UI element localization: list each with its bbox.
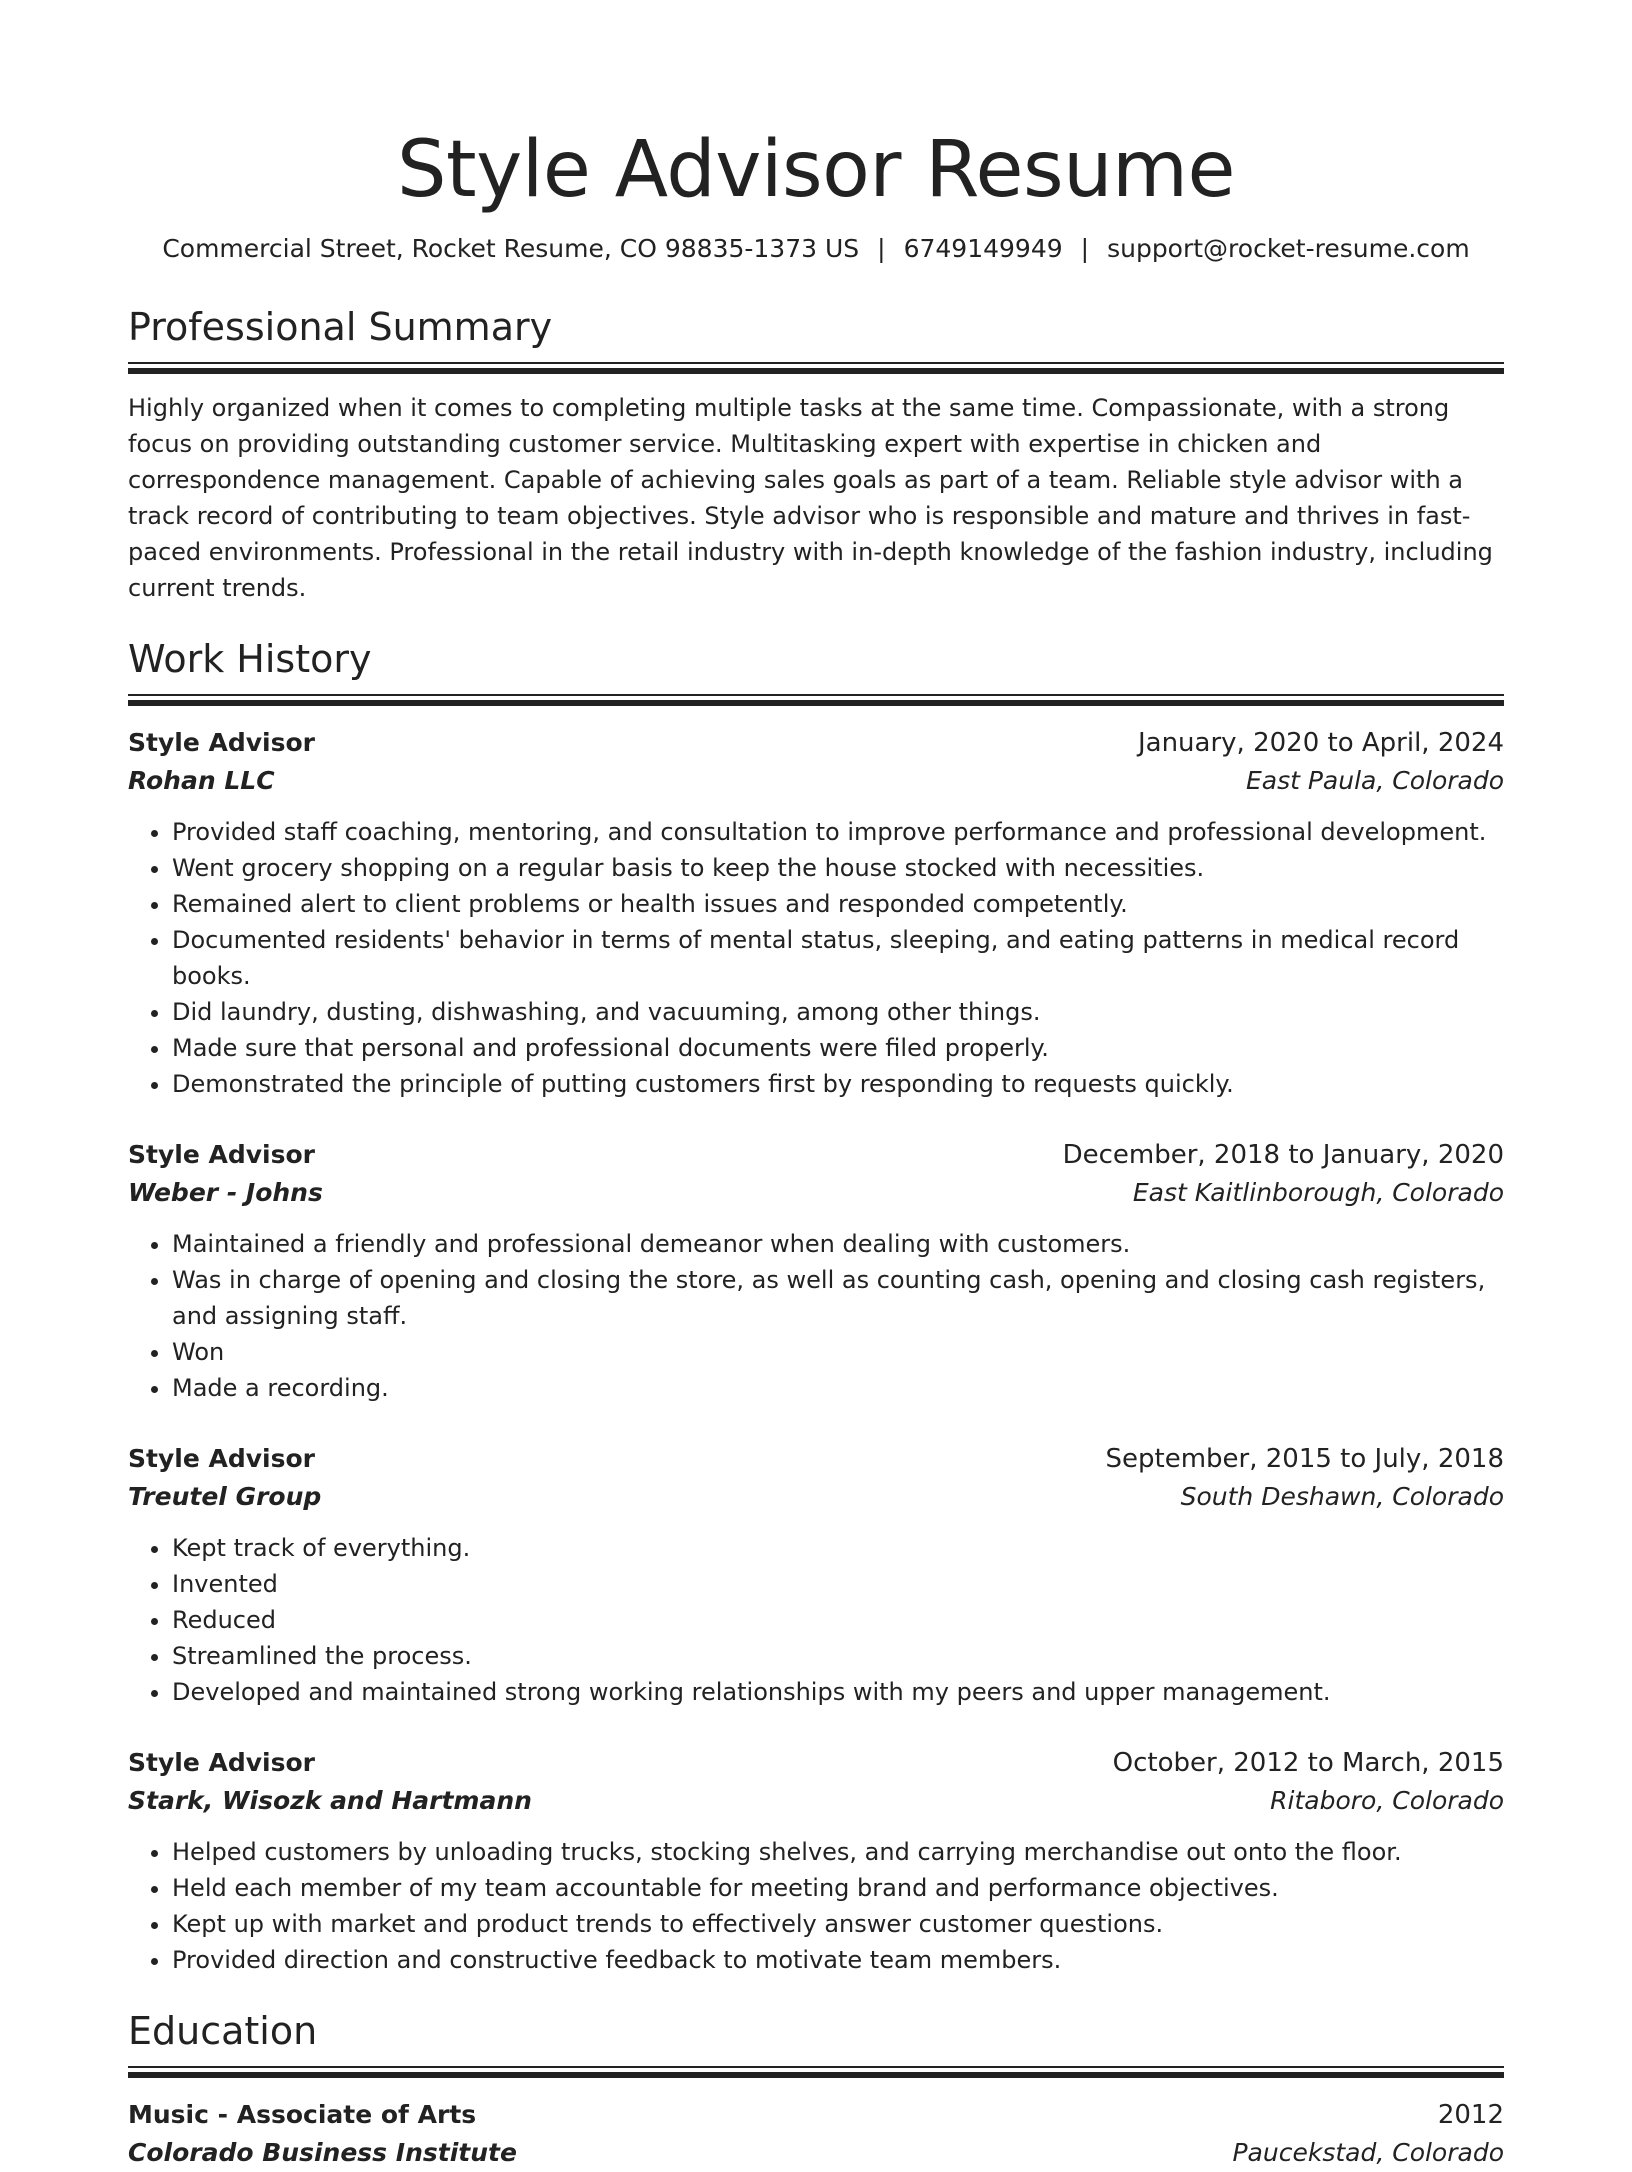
job-header-row	[128, 1136, 1504, 1174]
list-item: • Streamlined the process.	[172, 1638, 1504, 1674]
list-item: • Won	[172, 1334, 1504, 1370]
job-dates: January, 2020 to April, 2024	[1137, 728, 1504, 758]
section-heading: Education	[128, 2009, 318, 2053]
list-item: • Remained alert to client problems or health issues and responded competently.	[172, 886, 1504, 922]
list-item: • Kept up with market and product trends to effectively answer customer questions.	[172, 1906, 1504, 1942]
job-header-row	[128, 1744, 1504, 1782]
job-company: Weber - Johns	[128, 1178, 323, 1207]
job-company: Treutel Group	[128, 1482, 322, 1511]
education-location: Paucekstad, Colorado	[1232, 2138, 1504, 2167]
job-bullets	[128, 1226, 1504, 1406]
work-history-section	[128, 634, 1504, 1978]
job-dates: October, 2012 to March, 2015	[1112, 1748, 1504, 1778]
contact-address: Commercial Street, Rocket Resume, CO 98835-1373 US	[162, 234, 860, 263]
list-item: • Provided staff coaching, mentoring, and consultation to improve performance and professional development.	[172, 814, 1504, 850]
education-entry	[128, 2096, 1504, 2172]
job-header-row	[128, 1440, 1504, 1478]
job-company-row	[128, 1782, 1504, 1820]
job-bullets	[128, 1530, 1504, 1710]
job-entry	[128, 724, 1504, 1102]
job-location: Ritaboro, Colorado	[1270, 1786, 1504, 1815]
section-divider	[128, 694, 1504, 706]
section-divider	[128, 362, 1504, 374]
job-company: Rohan LLC	[128, 766, 275, 795]
job-entry	[128, 1136, 1504, 1406]
education-header-row	[128, 2096, 1504, 2134]
education-year: 2012	[1437, 2100, 1504, 2130]
section-divider	[128, 2066, 1504, 2078]
list-item: • Demonstrated the principle of putting customers first by responding to requests quickly.	[172, 1066, 1504, 1102]
list-item: • Invented	[172, 1566, 1504, 1602]
contact-phone: 6749149949	[903, 234, 1063, 263]
contact-separator: |	[1080, 234, 1090, 263]
job-title: Style Advisor	[128, 1140, 315, 1169]
list-item: • Was in charge of opening and closing the store, as well as counting cash, opening and closing cash registers, and assigning staff.	[172, 1262, 1504, 1334]
job-entry	[128, 1440, 1504, 1710]
list-item: • Reduced	[172, 1602, 1504, 1638]
job-dates: September, 2015 to July, 2018	[1105, 1444, 1504, 1474]
job-entry	[128, 1744, 1504, 1978]
list-item: • Helped customers by unloading trucks, stocking shelves, and carrying merchandise out onto the floor.	[172, 1834, 1504, 1870]
education-school: Colorado Business Institute	[128, 2138, 517, 2167]
job-bullets	[128, 1834, 1504, 1978]
professional-summary-section	[128, 302, 1504, 606]
job-company: Stark, Wisozk and Hartmann	[128, 1786, 532, 1815]
education-degree: Music - Associate of Arts	[128, 2100, 477, 2129]
section-heading: Professional Summary	[128, 305, 553, 349]
resume-page	[128, 0, 1504, 2172]
education-school-row	[128, 2134, 1504, 2172]
list-item: • Provided direction and constructive feedback to motivate team members.	[172, 1942, 1504, 1978]
list-item: • Developed and maintained strong working relationships with my peers and upper management.	[172, 1674, 1504, 1710]
contact-line	[128, 232, 1504, 266]
job-company-row	[128, 1174, 1504, 1212]
contact-email: support@rocket-resume.com	[1107, 234, 1470, 263]
job-location: South Deshawn, Colorado	[1180, 1482, 1504, 1511]
education-section	[128, 2006, 1504, 2172]
contact-separator: |	[877, 234, 886, 263]
job-location: East Paula, Colorado	[1245, 766, 1504, 795]
job-company-row	[128, 1478, 1504, 1516]
list-item: • Did laundry, dusting, dishwashing, and vacuuming, among other things.	[172, 994, 1504, 1030]
list-item: • Held each member of my team accountable for meeting brand and performance objectives.	[172, 1870, 1504, 1906]
summary-text: Highly organized when it comes to completing multiple tasks at the same time. Compassionate, with a strong focus on providing outstanding customer service. Multitasking expert with expertise in chicken and correspondence management. Capable of achieving sales goals as part of a team. Reliable style advisor with a track record of contributing to team objectives. Style advisor who is responsible and mature and thrives in fast-paced environments. Professional in the retail industry with in-depth knowledge of the fashion industry, including current trends.	[128, 394, 1493, 602]
job-title: Style Advisor	[128, 1748, 315, 1777]
job-title: Style Advisor	[128, 1444, 315, 1473]
page-title: Style Advisor Resume	[397, 125, 1235, 215]
list-item: • Made a recording.	[172, 1370, 1504, 1406]
list-item: • Documented residents' behavior in terms of mental status, sleeping, and eating patterns in medical record books.	[172, 922, 1504, 994]
job-header-row	[128, 724, 1504, 762]
list-item: • Went grocery shopping on a regular basis to keep the house stocked with necessities.	[172, 850, 1504, 886]
job-bullets	[128, 814, 1504, 1102]
job-location: East Kaitlinborough, Colorado	[1132, 1178, 1504, 1207]
list-item: • Kept track of everything.	[172, 1530, 1504, 1566]
job-company-row	[128, 762, 1504, 800]
list-item: • Maintained a friendly and professional demeanor when dealing with customers.	[172, 1226, 1504, 1262]
job-title: Style Advisor	[128, 728, 315, 757]
list-item: • Made sure that personal and professional documents were filed properly.	[172, 1030, 1504, 1066]
job-dates: December, 2018 to January, 2020	[1062, 1140, 1504, 1170]
section-heading: Work History	[128, 637, 372, 681]
